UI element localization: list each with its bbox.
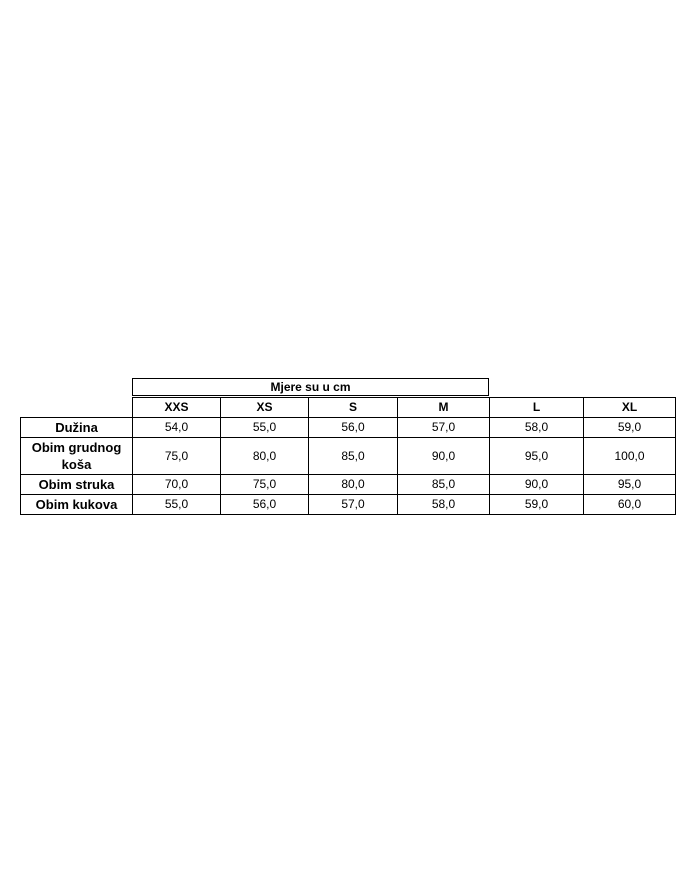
table-cell: 80,0 — [309, 475, 398, 495]
table-cell: 56,0 — [221, 495, 309, 515]
table-cell: 100,0 — [584, 438, 676, 475]
table-cell: 80,0 — [221, 438, 309, 475]
table-cell: 75,0 — [133, 438, 221, 475]
table-row — [21, 438, 676, 475]
table-row — [21, 475, 676, 495]
table-cell: 60,0 — [584, 495, 676, 515]
column-header-xs: XS — [221, 398, 309, 418]
table-cell: 95,0 — [584, 475, 676, 495]
table-cell: 55,0 — [133, 495, 221, 515]
table-cell: 57,0 — [398, 418, 490, 438]
table-cell: 59,0 — [490, 495, 584, 515]
column-header-s: S — [309, 398, 398, 418]
corner-cell — [21, 398, 133, 418]
row-label: Obim grudnog koša — [21, 438, 133, 475]
table-cell: 57,0 — [309, 495, 398, 515]
table-cell: 85,0 — [309, 438, 398, 475]
table-cell: 56,0 — [309, 418, 398, 438]
table-cell: 70,0 — [133, 475, 221, 495]
table-row — [21, 418, 676, 438]
row-label: Obim kukova — [21, 495, 133, 515]
table-cell: 90,0 — [398, 438, 490, 475]
table-caption: Mjere su u cm — [132, 378, 489, 396]
table-cell: 59,0 — [584, 418, 676, 438]
column-header-m: M — [398, 398, 490, 418]
row-label: Obim struka — [21, 475, 133, 495]
table-row — [21, 495, 676, 515]
column-header-l: L — [490, 398, 584, 418]
table-cell: 55,0 — [221, 418, 309, 438]
size-chart-table — [20, 397, 676, 515]
table-cell: 95,0 — [490, 438, 584, 475]
table-cell: 90,0 — [490, 475, 584, 495]
table-cell: 75,0 — [221, 475, 309, 495]
table-cell: 54,0 — [133, 418, 221, 438]
table-cell: 58,0 — [490, 418, 584, 438]
column-header-xl: XL — [584, 398, 676, 418]
table-cell: 58,0 — [398, 495, 490, 515]
column-header-xxs: XXS — [133, 398, 221, 418]
row-label: Dužina — [21, 418, 133, 438]
header-row — [21, 398, 676, 418]
table-cell: 85,0 — [398, 475, 490, 495]
